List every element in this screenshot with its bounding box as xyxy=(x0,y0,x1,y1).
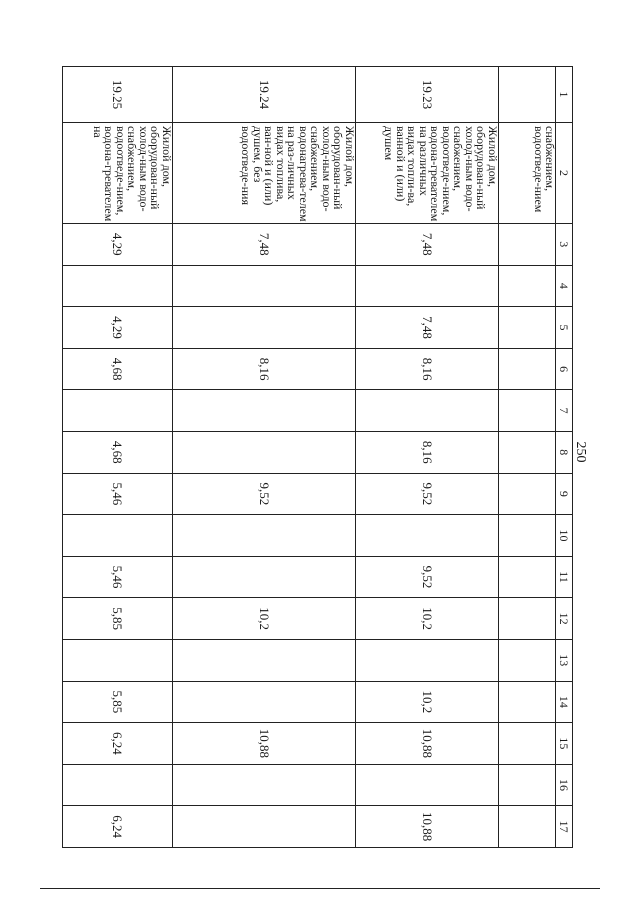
row-code: 19.23 xyxy=(355,67,498,123)
row-code: 19.24 xyxy=(172,67,355,123)
value-cell xyxy=(498,681,556,723)
value-cell: 9,52 xyxy=(355,556,498,598)
col-num-17: 17 xyxy=(556,806,573,848)
value-cell: 8,16 xyxy=(355,431,498,473)
value-cell xyxy=(172,681,355,723)
value-cell xyxy=(498,515,556,557)
value-cell xyxy=(498,431,556,473)
col-num-14: 14 xyxy=(556,681,573,723)
value-cell: 4,29 xyxy=(63,307,173,349)
value-cell: 8,16 xyxy=(355,348,498,390)
value-cell xyxy=(498,265,556,307)
value-cell: 10,2 xyxy=(355,598,498,640)
col-num-4: 4 xyxy=(556,265,573,307)
value-cell: 7,48 xyxy=(355,224,498,266)
value-cell: 6,24 xyxy=(63,723,173,765)
value-cell xyxy=(172,431,355,473)
col-num-7: 7 xyxy=(556,390,573,432)
value-cell: 5,46 xyxy=(63,556,173,598)
value-cell xyxy=(498,806,556,848)
value-cell xyxy=(172,806,355,848)
row-description: Жилой дом, оборудован-ный холод-ным водо-снабжением, водоотведе-нием, водона-гревателем на xyxy=(63,123,173,224)
value-cell: 10,2 xyxy=(355,681,498,723)
page-edge-line xyxy=(40,888,600,889)
value-cell: 7,48 xyxy=(355,307,498,349)
col-num-9: 9 xyxy=(556,473,573,515)
col-num-1: 1 xyxy=(556,67,573,123)
value-cell xyxy=(172,265,355,307)
value-cell xyxy=(498,598,556,640)
value-cell xyxy=(63,515,173,557)
value-cell xyxy=(355,265,498,307)
value-cell: 10,88 xyxy=(172,723,355,765)
col-num-5: 5 xyxy=(556,307,573,349)
table-row xyxy=(63,67,173,848)
col-num-3: 3 xyxy=(556,224,573,266)
value-cell: 10,88 xyxy=(355,806,498,848)
value-cell: 4,29 xyxy=(63,224,173,266)
value-cell xyxy=(63,764,173,806)
page-number: 250 xyxy=(573,441,588,463)
value-cell xyxy=(172,515,355,557)
value-cell xyxy=(63,639,173,681)
row-code: 19.25 xyxy=(63,67,173,123)
col-num-15: 15 xyxy=(556,723,573,765)
value-cell: 9,52 xyxy=(172,473,355,515)
value-cell: 8,16 xyxy=(172,348,355,390)
value-cell xyxy=(172,639,355,681)
value-cell xyxy=(172,307,355,349)
value-cell xyxy=(498,307,556,349)
row-description: Жилой дом, оборудован-ный холод-ным водо-снабжением, водоотведе-нием, водона-гревателем на различных видах топли-ва, ванной и (или) душем xyxy=(355,123,498,224)
row-description: Жилой дом, оборудован-ный холод-ным водо-снабжением, водонагрева-телем на раз-личных видах топлива, ван-ной и (или) душем, без водоотведе-ния xyxy=(172,123,355,224)
value-cell xyxy=(498,473,556,515)
col-num-11: 11 xyxy=(556,556,573,598)
table-row xyxy=(355,67,498,848)
value-cell: 5,85 xyxy=(63,598,173,640)
value-cell xyxy=(498,348,556,390)
column-number-row xyxy=(556,67,573,848)
value-cell xyxy=(355,390,498,432)
value-cell: 4,68 xyxy=(63,348,173,390)
tariff-table xyxy=(62,66,573,848)
value-cell xyxy=(172,390,355,432)
value-cell: 7,48 xyxy=(172,224,355,266)
value-cell xyxy=(172,764,355,806)
col-num-6: 6 xyxy=(556,348,573,390)
value-cell xyxy=(498,390,556,432)
value-cell xyxy=(498,764,556,806)
value-cell: 6,24 xyxy=(63,806,173,848)
value-cell: 4,68 xyxy=(63,431,173,473)
col-num-8: 8 xyxy=(556,431,573,473)
value-cell: 10,88 xyxy=(355,723,498,765)
row-description: снабжением, водоотведе-нием xyxy=(498,123,556,224)
table-row xyxy=(498,67,556,848)
value-cell xyxy=(63,390,173,432)
value-cell xyxy=(498,639,556,681)
value-cell xyxy=(172,556,355,598)
table-row xyxy=(172,67,355,848)
col-num-10: 10 xyxy=(556,515,573,557)
row-code xyxy=(498,67,556,123)
col-num-12: 12 xyxy=(556,598,573,640)
value-cell: 5,46 xyxy=(63,473,173,515)
value-cell xyxy=(355,515,498,557)
col-num-16: 16 xyxy=(556,764,573,806)
value-cell: 9,52 xyxy=(355,473,498,515)
value-cell: 10,2 xyxy=(172,598,355,640)
value-cell: 5,85 xyxy=(63,681,173,723)
value-cell xyxy=(498,723,556,765)
col-num-2: 2 xyxy=(556,123,573,224)
col-num-13: 13 xyxy=(556,639,573,681)
value-cell xyxy=(63,265,173,307)
value-cell xyxy=(355,639,498,681)
value-cell xyxy=(498,224,556,266)
value-cell xyxy=(498,556,556,598)
value-cell xyxy=(355,764,498,806)
